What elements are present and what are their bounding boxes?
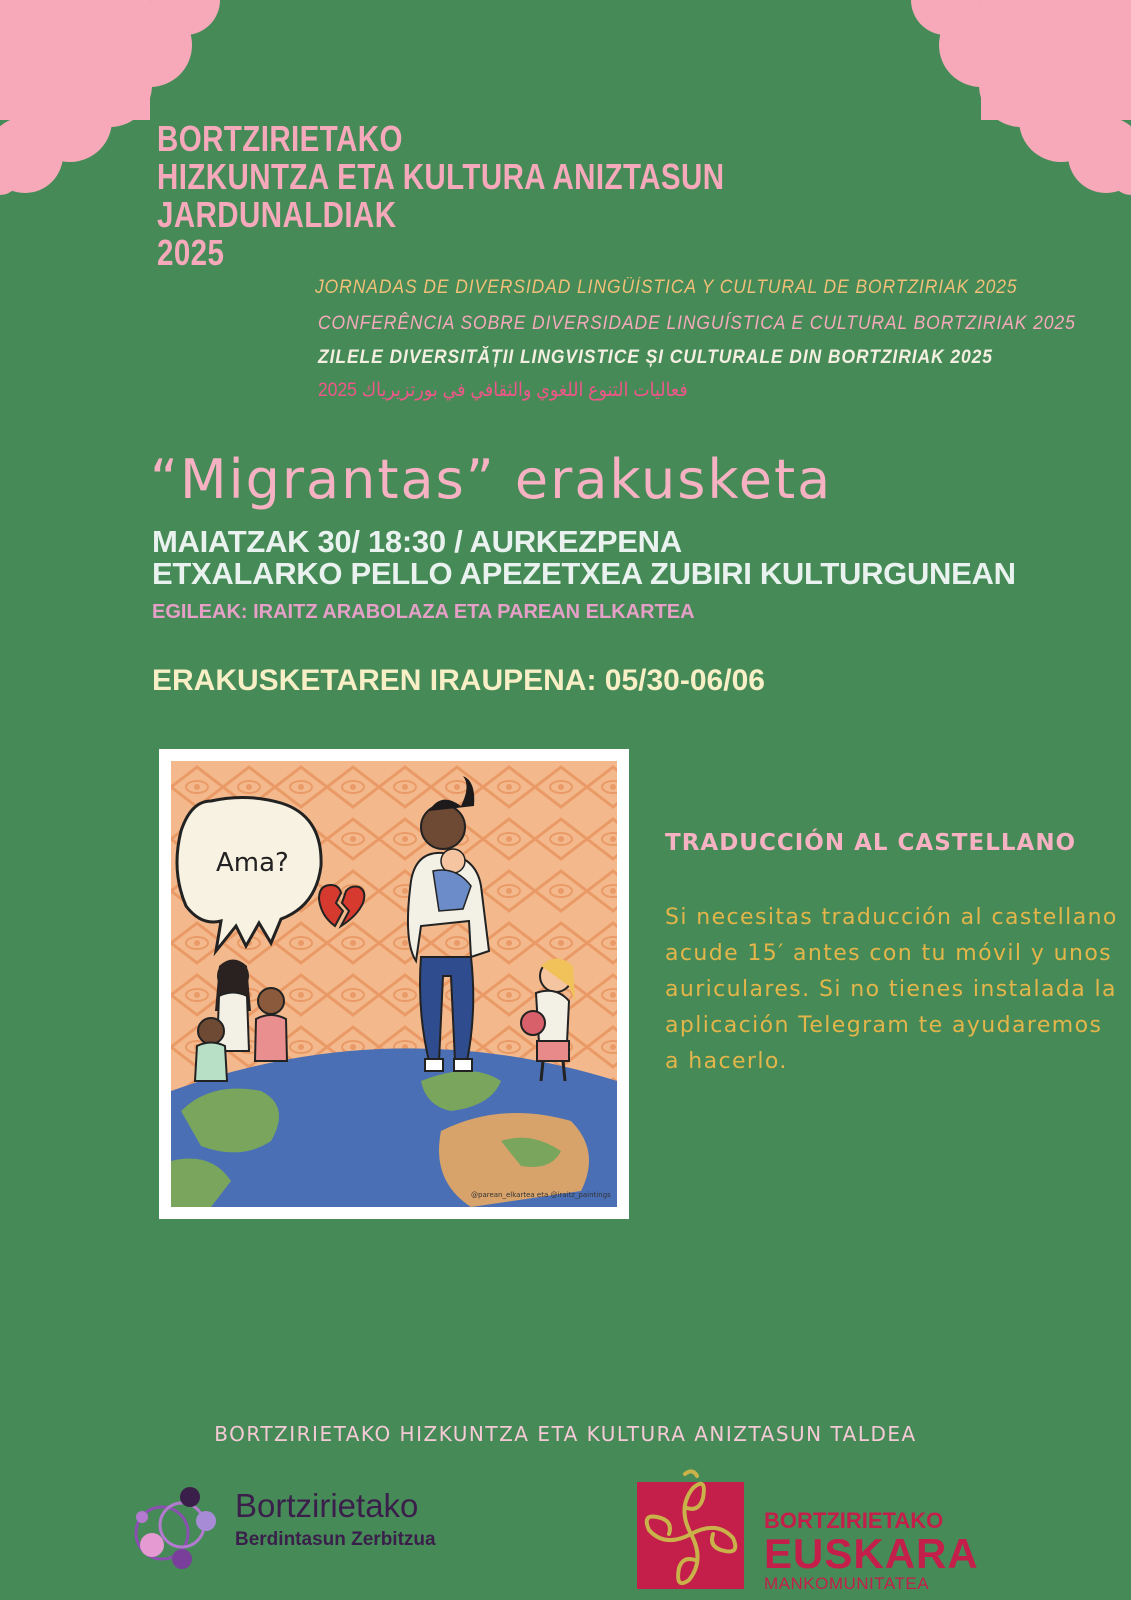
title-line-1: BORTZIRIETAKO bbox=[157, 118, 403, 159]
speech-bubble-text: Ama? bbox=[216, 848, 289, 878]
euskara-logo-line1: BORTZIRIETAKO bbox=[764, 1508, 944, 1533]
event-place-line: ETXALARKO PELLO APEZETXEA ZUBIRI KULTURGUNEAN bbox=[152, 556, 1016, 591]
euskara-mankomunitatea-logo bbox=[637, 1468, 977, 1593]
event-authors: EGILEAK: IRAITZ ARABOLAZA ETA PAREAN ELKARTEA bbox=[152, 601, 695, 623]
illustration-frame bbox=[159, 749, 629, 1219]
exhibition-title: “Migrantas” erakusketa bbox=[150, 448, 833, 511]
event-series-title bbox=[157, 118, 725, 273]
illustration-credit: @parean_elkartea eta @iraitz_paintings bbox=[471, 1191, 611, 1199]
translation-body: Si necesitas traducción al castellano acude 15′ antes con tu móvil y unos auriculares. Si no tienes instalada la aplicación Telegram te ayudaremos a hacerlo. bbox=[665, 905, 1118, 1074]
title-line-3: JARDUNALDIAK bbox=[157, 194, 397, 235]
equality-logo-name: Bortzirietako bbox=[235, 1487, 419, 1524]
equality-service-logo bbox=[130, 1485, 470, 1575]
subtitle-portuguese: CONFERÊNCIA SOBRE DIVERSIDADE LINGUÍSTICA E CULTURAL BORTZIRIAK 2025 bbox=[318, 313, 1076, 334]
euskara-logo-line3: MANKOMUNITATEA bbox=[764, 1574, 930, 1593]
circles-logo-icon bbox=[130, 1485, 220, 1575]
migrantas-illustration bbox=[171, 761, 617, 1207]
title-line-2: HIZKUNTZA ETA KULTURA ANIZTASUN bbox=[157, 156, 725, 197]
exhibition-duration: ERAKUSKETAREN IRAUPENA: 05/30-06/06 bbox=[152, 664, 765, 697]
title-line-4: 2025 bbox=[157, 232, 225, 273]
lauburu-icon bbox=[637, 1468, 744, 1593]
event-date-line: MAIATZAK 30/ 18:30 / AURKEZPENA bbox=[152, 524, 682, 559]
translation-heading: TRADUCCIÓN AL CASTELLANO bbox=[665, 830, 1077, 856]
subtitle-arabic: فعاليات التنوع اللغوي والثقافي في بورتزيرياك 2025 bbox=[318, 380, 688, 401]
organizer-group-name: BORTZIRIETAKO HIZKUNTZA ETA KULTURA ANIZTASUN TALDEA bbox=[214, 1422, 917, 1446]
subtitle-romanian: ZILELE DIVERSITĂȚII LINGVISTICE ȘI CULTURALE DIN BORTZIRIAK 2025 bbox=[318, 347, 993, 368]
euskara-logo-line2: EUSKARA bbox=[764, 1530, 979, 1577]
subtitle-spanish: JORNADAS DE DIVERSIDAD LINGÜÍSTICA Y CULTURAL DE BORTZIRIAK 2025 bbox=[315, 277, 1018, 298]
flower-corner-right bbox=[901, 0, 1131, 200]
equality-logo-subtitle: Berdintasun Zerbitzua bbox=[235, 1529, 436, 1550]
